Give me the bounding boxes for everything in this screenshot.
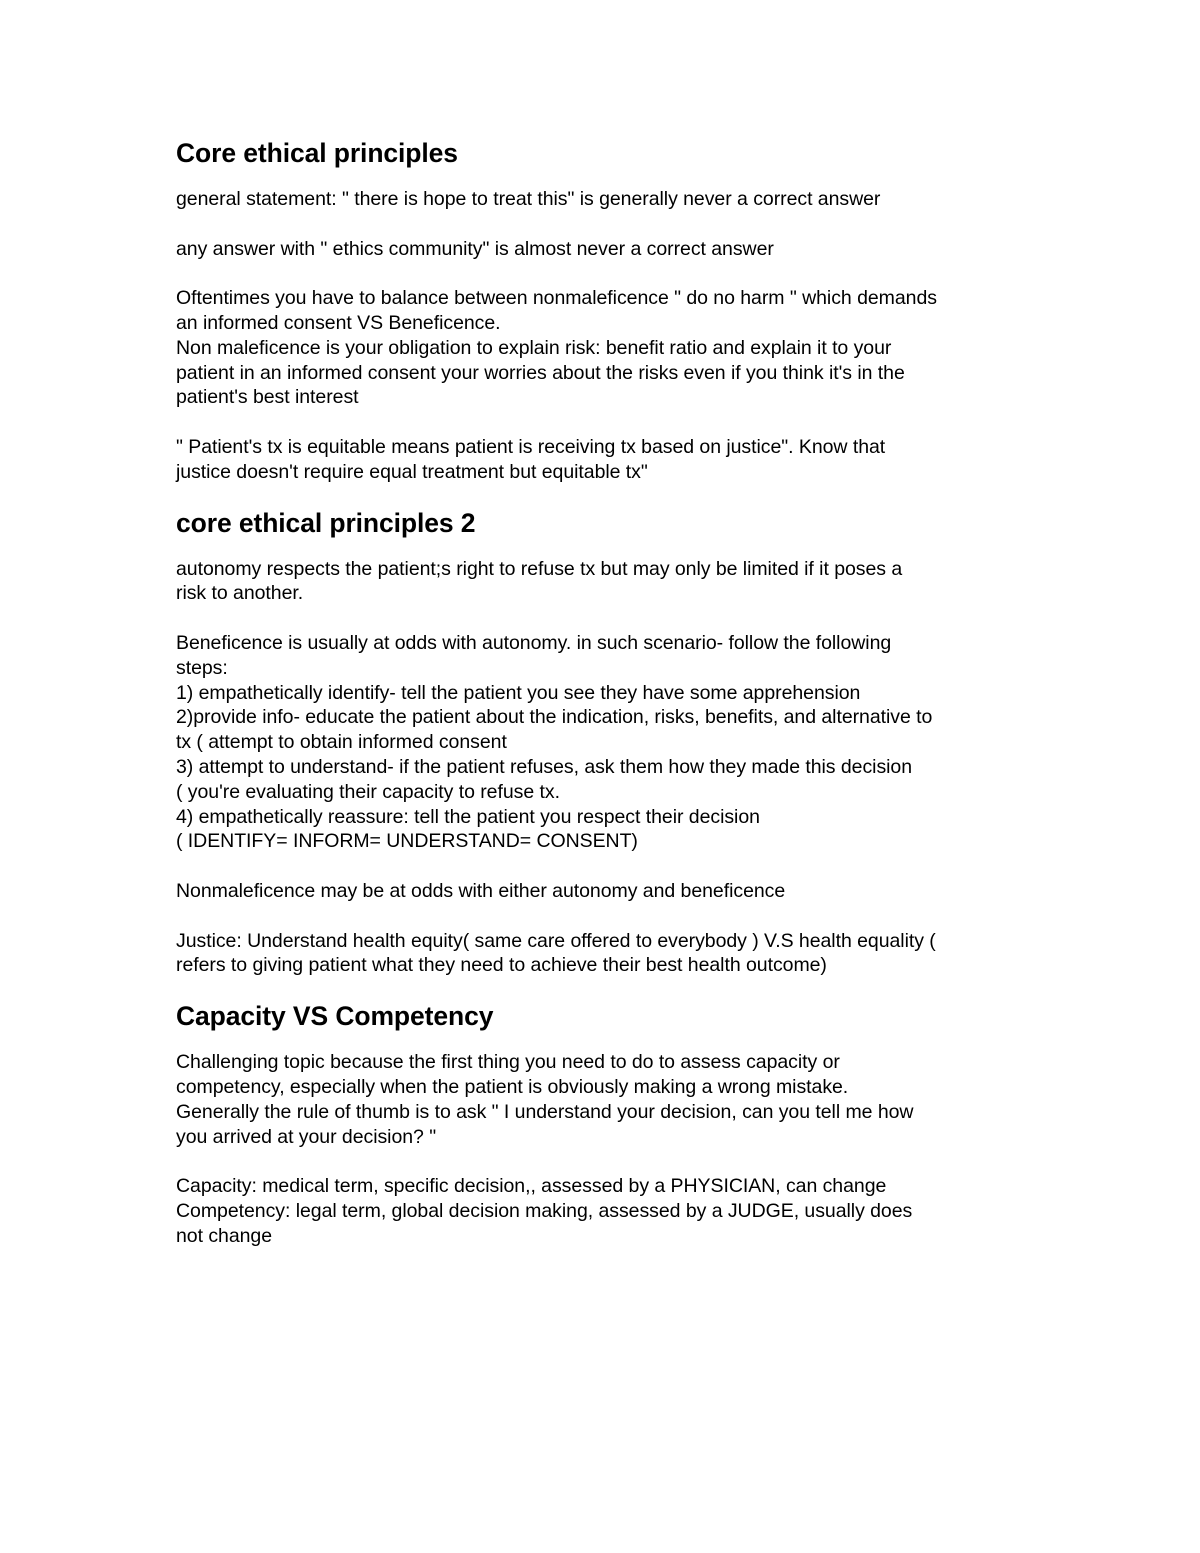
blank-line [176, 261, 1036, 286]
text-line: you arrived at your decision? " [176, 1125, 437, 1148]
text-line: Challenging topic because the first thing you need to do to assess capacity or [176, 1051, 840, 1074]
text-line: patient in an informed consent your worries about the risks even if you think it's in the [176, 361, 905, 384]
text-line: Non maleficence is your obligation to explain risk: benefit ratio and explain it to your [176, 336, 892, 359]
section-spacer [176, 978, 1036, 999]
text-line: competency, especially when the patient is obviously making a wrong mistake. [176, 1075, 849, 1098]
text-line: ( you're evaluating their capacity to refuse tx. [176, 780, 560, 803]
blank-line [176, 212, 1036, 237]
section-heading: Capacity VS Competency [176, 1001, 494, 1032]
text-line: tx ( attempt to obtain informed consent [176, 731, 507, 754]
text-line: refers to giving patient what they need to achieve their best health outcome) [176, 954, 827, 977]
text-line: Generally the rule of thumb is to ask " I understand your decision, can you tell me how [176, 1100, 914, 1123]
text-line: 2)provide info- educate the patient about the indication, risks, benefits, and alternative to [176, 706, 933, 729]
blank-line [176, 606, 1036, 631]
blank-line [176, 854, 1036, 879]
text-line: Capacity: medical term, specific decision,, assessed by a PHYSICIAN, can change [176, 1175, 887, 1198]
section-heading: Core ethical principles [176, 138, 458, 168]
text-line: autonomy respects the patient;s right to refuse tx but may only be limited if it poses a [176, 557, 903, 580]
section-core-ethical-principles-2 [176, 506, 1036, 979]
text-line: Competency: legal term, global decision making, assessed by a JUDGE, usually does [176, 1199, 913, 1222]
blank-line [176, 904, 1036, 929]
text-line: " Patient's tx is equitable means patient is receiving tx based on justice". Know that [176, 435, 886, 458]
text-line: 1) empathetically identify- tell the patient you see they have some apprehension [176, 681, 861, 704]
document-page [176, 136, 1036, 1248]
text-line: justice doesn't require equal treatment but equitable tx" [176, 460, 648, 483]
text-line: 4) empathetically reassure: tell the patient you respect their decision [176, 805, 760, 828]
section-spacer [176, 485, 1036, 506]
text-line: Nonmaleficence may be at odds with either autonomy and beneficence [176, 879, 786, 902]
text-line: risk to another. [176, 582, 304, 605]
text-line: an informed consent VS Beneficence. [176, 311, 501, 334]
section-core-ethical-principles [176, 136, 1036, 485]
text-line: ( IDENTIFY= INFORM= UNDERSTAND= CONSENT) [176, 830, 638, 853]
text-line: Justice: Understand health equity( same care offered to everybody ) V.S health equality ( [176, 929, 936, 952]
section-heading: core ethical principles 2 [176, 507, 476, 538]
text-line: patient's best interest [176, 386, 359, 409]
text-line: general statement: " there is hope to treat this" is generally never a correct answer [176, 188, 881, 210]
blank-line [176, 410, 1036, 435]
text-line: Beneficence is usually at odds with autonomy. in such scenario- follow the following [176, 631, 892, 654]
text-line: any answer with " ethics community" is almost never a correct answer [176, 237, 774, 260]
blank-line [176, 1149, 1036, 1174]
text-line: 3) attempt to understand- if the patient refuses, ask them how they made this decision [176, 755, 913, 778]
text-line: steps: [176, 656, 228, 679]
section-capacity-vs-competency [176, 999, 1036, 1248]
text-line: not change [176, 1224, 273, 1247]
text-line: Oftentimes you have to balance between nonmaleficence " do no harm " which demands [176, 287, 937, 310]
